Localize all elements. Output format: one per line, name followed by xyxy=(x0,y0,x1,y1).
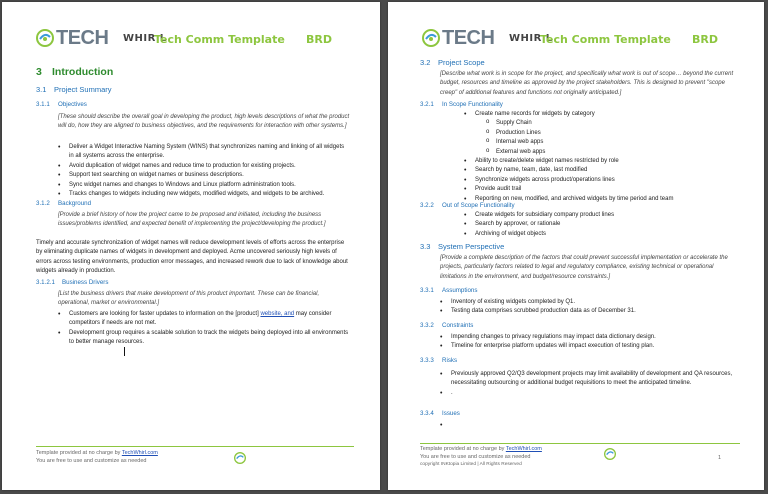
heading-number: 3.3.1 xyxy=(420,287,434,294)
list-item[interactable]: • Impending changes to privacy regulations may impact data dictionary design. xyxy=(440,333,740,342)
text-cursor xyxy=(124,347,125,356)
logo-text-tech: TECH xyxy=(56,27,109,49)
heading-project-scope xyxy=(420,58,485,67)
in-scope-sublist xyxy=(486,119,736,157)
heading-in-scope xyxy=(420,101,503,108)
bullet-text: may consider competitors if needs are not met. xyxy=(69,311,332,327)
footer-text: Template provided at no charge by xyxy=(420,446,506,452)
in-scope-list xyxy=(464,110,744,119)
and-link[interactable]: and xyxy=(282,311,295,317)
list-item[interactable]: • Reporting on new, modified, and archived widgets by time period and team xyxy=(464,195,744,204)
out-of-scope-list xyxy=(464,211,744,239)
list-item[interactable]: • Archiving of widget objects xyxy=(464,230,744,239)
sublist-item[interactable]: o Internal web apps xyxy=(486,138,736,147)
heading-text: System Perspective xyxy=(438,242,505,251)
heading-number: 3.2.1 xyxy=(420,101,434,108)
heading-number: 3.3.3 xyxy=(420,357,434,364)
heading-text: Objectives xyxy=(58,101,87,108)
heading-text: Constraints xyxy=(442,322,474,329)
document-page-left[interactable] xyxy=(2,2,380,490)
list-item[interactable]: • Search by name, team, date, last modified xyxy=(464,166,744,175)
page-header xyxy=(36,28,360,52)
heading-number: 3.1.2.1 xyxy=(36,279,55,286)
sublist-item[interactable]: o External web apps xyxy=(486,148,736,157)
footer-text: You are free to use and customize as needed xyxy=(420,454,531,460)
project-scope-guidance[interactable]: [Describe what work is in scope for the project, and specifically what work is out of scope… beyond the current budget, resources and timeline as approved by the project stakeholders. This is designed to prevent "scope creep" of additional features and functions not originally anticipated.] xyxy=(440,71,734,96)
list-item[interactable]: • . xyxy=(440,389,740,398)
document-code: BRD xyxy=(306,33,332,46)
heading-number: 3.2 xyxy=(420,58,431,67)
logo-text-whirl: WHIR L xyxy=(509,33,553,44)
footer-copyright: copyright INKtopia Limited | All Rights Reserved xyxy=(420,462,522,467)
heading-text: Out of Scope Functionality xyxy=(442,202,515,209)
heading-project-summary xyxy=(36,85,112,94)
document-page-right[interactable] xyxy=(388,2,764,490)
footer-text: Template provided at no charge by xyxy=(36,450,122,456)
swirl-logo-icon xyxy=(422,29,440,47)
heading-number: 3.1 xyxy=(36,85,47,94)
business-drivers-list xyxy=(58,310,350,348)
heading-out-of-scope xyxy=(420,202,515,209)
swirl-logo-icon xyxy=(36,29,54,47)
risks-list xyxy=(440,370,740,398)
heading-risks xyxy=(420,357,457,364)
list-item[interactable]: • Tracks changes to widgets including new widgets, modified widgets, and widgets to be archived. xyxy=(58,190,350,199)
heading-text: Project Summary xyxy=(54,85,112,94)
list-item[interactable]: • Create widgets for subsidiary company product lines xyxy=(464,211,744,220)
page-footer xyxy=(36,449,158,465)
page-number: 1 xyxy=(718,455,722,461)
objectives-list xyxy=(58,143,350,199)
list-item[interactable]: • Testing data comprises scrubbed production data as of December 31. xyxy=(440,307,740,316)
list-item[interactable]: • Inventory of existing widgets completed by Q1. xyxy=(440,298,740,307)
system-perspective-guidance[interactable]: [Provide a complete description of the factors that could prevent successful implementation or accelerate the projects, particularly factors related to legal and regulatory compliance, existing technical or operational limitations in the environment, and budget/resource constraints.] xyxy=(440,255,728,280)
template-title: Tech Comm Template xyxy=(540,33,671,46)
list-item[interactable] xyxy=(58,310,350,329)
heading-introduction xyxy=(36,66,113,78)
list-item[interactable]: • Search by approver, or rationale xyxy=(464,220,744,229)
heading-background xyxy=(36,200,91,207)
list-item[interactable]: • Provide audit trail xyxy=(464,185,744,194)
background-body[interactable]: Timely and accurate synchronization of widget names will reduce development levels of efforts across the enterprise by eliminating duplicate names of widgets in development and deployed. Acme uncovered seriously high levels of errors across testing environments, production error messages, and increased rework due to lack of knowledge about widgets already in production. xyxy=(36,240,348,275)
list-item[interactable]: • Ability to create/delete widget names restricted by role xyxy=(464,157,744,166)
heading-number: 3.1.2 xyxy=(36,200,50,207)
list-item[interactable]: • Development group requires a scalable solution to track the widgets being deployed into all environments to better manage resources. xyxy=(58,329,350,348)
heading-text: Assumptions xyxy=(442,287,478,294)
footer-swirl-icon xyxy=(234,452,246,464)
heading-number: 3.3.4 xyxy=(420,410,434,417)
list-item[interactable]: • Avoid duplication of widget names and reduce time to production for existing projects. xyxy=(58,162,350,171)
page-header xyxy=(422,28,744,52)
heading-text: Introduction xyxy=(52,66,114,78)
assumptions-list xyxy=(440,298,740,317)
bullet-text: Customers are looking for faster updates to information on the [product] xyxy=(69,311,261,317)
heading-number: 3.2.2 xyxy=(420,202,434,209)
heading-number: 3.1.1 xyxy=(36,101,50,108)
in-scope-list-continued xyxy=(464,157,744,204)
heading-issues xyxy=(420,410,460,417)
objectives-guidance[interactable]: [These should describe the overall goal in developing the product, high levels descriptions of what the product will do, how they are aligned to business objectives, and the requirements for interaction with other systems.] xyxy=(58,114,350,130)
logo-text-whirl: WHIR L xyxy=(123,33,167,44)
heading-assumptions xyxy=(420,287,477,294)
list-item[interactable]: • Support text searching on widget names or business descriptions. xyxy=(58,171,350,180)
footer-divider xyxy=(420,443,740,444)
template-title: Tech Comm Template xyxy=(154,33,285,46)
heading-objectives xyxy=(36,101,87,108)
list-item[interactable]: • Timeline for enterprise platform updates will impact execution of testing plan. xyxy=(440,342,740,351)
list-item[interactable]: • Sync widget names and changes to Windows and Linux platform administration tools. xyxy=(58,181,350,190)
heading-text: In Scope Functionality xyxy=(442,101,503,108)
heading-text: Risks xyxy=(442,357,458,364)
website-link[interactable]: website, xyxy=(260,311,283,317)
heading-text: Background xyxy=(58,200,92,207)
heading-text: Business Drivers xyxy=(62,279,109,286)
heading-number: 3.3.2 xyxy=(420,322,434,329)
footer-divider xyxy=(36,446,354,447)
heading-number: 3 xyxy=(36,66,42,78)
sublist-item[interactable]: o Supply Chain xyxy=(486,119,736,128)
list-item[interactable]: • Synchronize widgets across product/operations lines xyxy=(464,176,744,185)
footer-text: You are free to use and customize as needed xyxy=(36,458,147,464)
business-drivers-guidance[interactable]: [List the business drivers that make development of this product important. These can be financial, operational, market or environmental.] xyxy=(58,291,320,307)
footer-swirl-icon xyxy=(604,448,616,460)
heading-text: Issues xyxy=(442,410,460,417)
footer-link[interactable]: TechWhirl.com xyxy=(121,450,158,456)
heading-system-perspective xyxy=(420,242,504,251)
list-item[interactable]: • Create name records for widgets by category xyxy=(464,110,744,119)
heading-number: 3.3 xyxy=(420,242,431,251)
sublist-item[interactable]: o Production Lines xyxy=(486,129,736,138)
page-footer xyxy=(420,445,542,469)
heading-constraints xyxy=(420,322,473,329)
heading-business-drivers xyxy=(36,279,108,286)
document-code: BRD xyxy=(692,33,718,46)
heading-text: Project Scope xyxy=(438,58,485,67)
footer-link[interactable]: TechWhirl.com xyxy=(505,446,542,452)
list-item[interactable]: • Previously approved Q2/Q3 development projects may limit availability of development and QA resources, necessitating outsourcing or additional budget requisitions to meet the anticipated timeline. xyxy=(440,370,740,389)
constraints-list xyxy=(440,333,740,352)
background-guidance[interactable]: [Provide a brief history of how the project came to be proposed and initiated, including the business issues/problems identified, and expected benefit of implementing the project/developing the product.] xyxy=(58,212,326,228)
logo-text-tech: TECH xyxy=(442,27,495,49)
list-item[interactable]: • Deliver a Widget Interactive Naming System (WINS) that synchronizes naming and linking of all widgets in all systems across the enterprise. xyxy=(58,143,350,162)
